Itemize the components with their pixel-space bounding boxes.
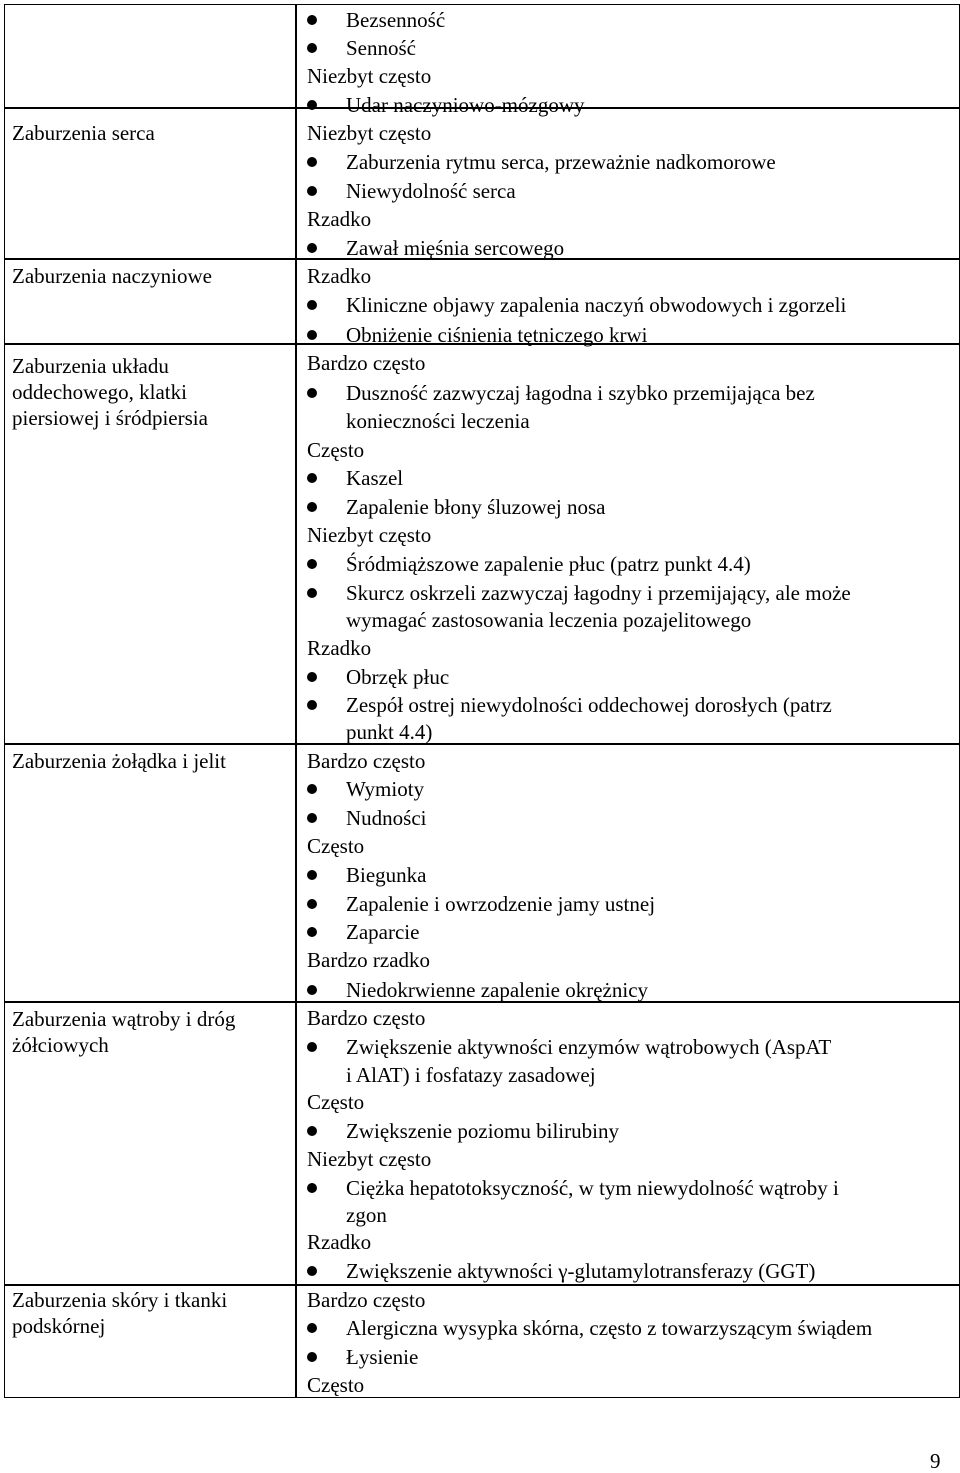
page-number: 9 xyxy=(930,1449,941,1473)
effect-text-continuation: punkt 4.4) xyxy=(346,720,433,744)
effect-text: Zespół ostrej niewydolności oddechowej dorosłych (patrz xyxy=(346,693,832,717)
effect-text-continuation: zgon xyxy=(346,1203,387,1227)
frequency-label: Bardzo często xyxy=(307,1288,426,1312)
effect-text: Senność xyxy=(346,36,416,60)
bullet-icon xyxy=(307,813,317,823)
bullet-icon xyxy=(307,672,317,682)
frequency-label: Niezbyt często xyxy=(307,64,432,88)
effect-text: Alergiczna wysypka skórna, często z towarzyszącym świądem xyxy=(346,1316,873,1340)
effect-text: Zwiększenie aktywności enzymów wątrobowych (AspAT xyxy=(346,1035,832,1059)
effect-text: Zawał mięśnia sercowego xyxy=(346,236,565,260)
effect-text: Obniżenie ciśnienia tętniczego krwi xyxy=(346,323,648,347)
bullet-icon xyxy=(307,1352,317,1362)
effect-text: Zapalenie i owrzodzenie jamy ustnej xyxy=(346,892,656,916)
effect-text-continuation: i AlAT) i fosfatazy zasadowej xyxy=(346,1063,596,1087)
frequency-label: Rzadko xyxy=(307,1230,372,1254)
effect-text: Zaparcie xyxy=(346,920,420,944)
bullet-icon xyxy=(307,473,317,483)
effect-text-continuation: wymagać zastosowania leczenia pozajelitowego xyxy=(346,608,752,632)
bullet-icon xyxy=(307,502,317,512)
frequency-label: Bardzo często xyxy=(307,351,426,375)
bullet-icon xyxy=(307,784,317,794)
bullet-icon xyxy=(307,43,317,53)
effect-text: Zaburzenia rytmu serca, przeważnie nadkomorowe xyxy=(346,150,776,174)
effect-text: Zwiększenie poziomu bilirubiny xyxy=(346,1119,619,1143)
bullet-icon xyxy=(307,899,317,909)
frequency-label: Często xyxy=(307,1090,365,1114)
effect-text: Niewydolność serca xyxy=(346,179,516,203)
frequency-label: Często xyxy=(307,1373,365,1397)
category-hepatobiliary: Zaburzenia wątroby i dróg żółciowych xyxy=(12,1007,236,1057)
bullet-icon xyxy=(307,1323,317,1333)
effect-text: Łysienie xyxy=(346,1345,419,1369)
bullet-icon xyxy=(307,1183,317,1193)
effect-text: Zapalenie błony śluzowej nosa xyxy=(346,495,606,519)
bullet-icon xyxy=(307,388,317,398)
effect-text-continuation: konieczności leczenia xyxy=(346,409,530,433)
bullet-icon xyxy=(307,1126,317,1136)
bullet-icon xyxy=(307,870,317,880)
bullet-icon xyxy=(307,300,317,310)
bullet-icon xyxy=(307,700,317,710)
bullet-icon xyxy=(307,186,317,196)
frequency-label: Rzadko xyxy=(307,207,372,231)
effect-text: Duszność zazwyczaj łagodna i szybko przemijająca bez xyxy=(346,381,815,405)
effect-text: Obrzęk płuc xyxy=(346,665,450,689)
effect-text: Ciężka hepatotoksyczność, w tym niewydolność wątroby i xyxy=(346,1176,839,1200)
frequency-label: Rzadko xyxy=(307,264,372,288)
bullet-icon xyxy=(307,1266,317,1276)
bullet-icon xyxy=(307,100,317,110)
bullet-icon xyxy=(307,15,317,25)
effect-text: Kliniczne objawy zapalenia naczyń obwodowych i zgorzeli xyxy=(346,293,847,317)
effect-text: Bezsenność xyxy=(346,8,446,32)
frequency-label: Bardzo często xyxy=(307,749,426,773)
category-gastrointestinal: Zaburzenia żołądka i jelit xyxy=(12,749,226,773)
frequency-label: Bardzo rzadko xyxy=(307,948,431,972)
effect-text: Udar naczyniowo-mózgowy xyxy=(346,93,585,117)
category-respiratory: Zaburzenia układu oddechowego, klatki piersiowej i śródpiersia xyxy=(12,354,208,430)
frequency-label: Niezbyt często xyxy=(307,1147,432,1171)
bullet-icon xyxy=(307,588,317,598)
effect-text: Kaszel xyxy=(346,466,404,490)
effect-text: Biegunka xyxy=(346,863,427,887)
category-vascular: Zaburzenia naczyniowe xyxy=(12,264,212,288)
frequency-label: Rzadko xyxy=(307,636,372,660)
frequency-label: Bardzo często xyxy=(307,1006,426,1030)
frequency-label: Niezbyt często xyxy=(307,121,432,145)
bullet-icon xyxy=(307,559,317,569)
bullet-icon xyxy=(307,985,317,995)
frequency-label: Często xyxy=(307,834,365,858)
bullet-icon xyxy=(307,330,317,340)
effect-text: Nudności xyxy=(346,806,427,830)
category-cardiac: Zaburzenia serca xyxy=(12,121,155,145)
bullet-icon xyxy=(307,243,317,253)
frequency-label: Niezbyt często xyxy=(307,523,432,547)
effect-text: Śródmiąższowe zapalenie płuc (patrz punkt 4.4) xyxy=(346,552,751,576)
bullet-icon xyxy=(307,157,317,167)
category-skin: Zaburzenia skóry i tkanki podskórnej xyxy=(12,1288,228,1338)
bullet-icon xyxy=(307,1042,317,1052)
frequency-label: Często xyxy=(307,438,365,462)
effect-text: Skurcz oskrzeli zazwyczaj łagodny i przemijający, ale może xyxy=(346,581,851,605)
row-divider xyxy=(5,743,959,745)
effect-text: Niedokrwienne zapalenie okrężnicy xyxy=(346,978,649,1002)
effect-text: Zwiększenie aktywności γ-glutamylotransferazy (GGT) xyxy=(346,1259,816,1283)
column-divider xyxy=(295,5,297,1397)
effect-text: Wymioty xyxy=(346,777,425,801)
bullet-icon xyxy=(307,927,317,937)
